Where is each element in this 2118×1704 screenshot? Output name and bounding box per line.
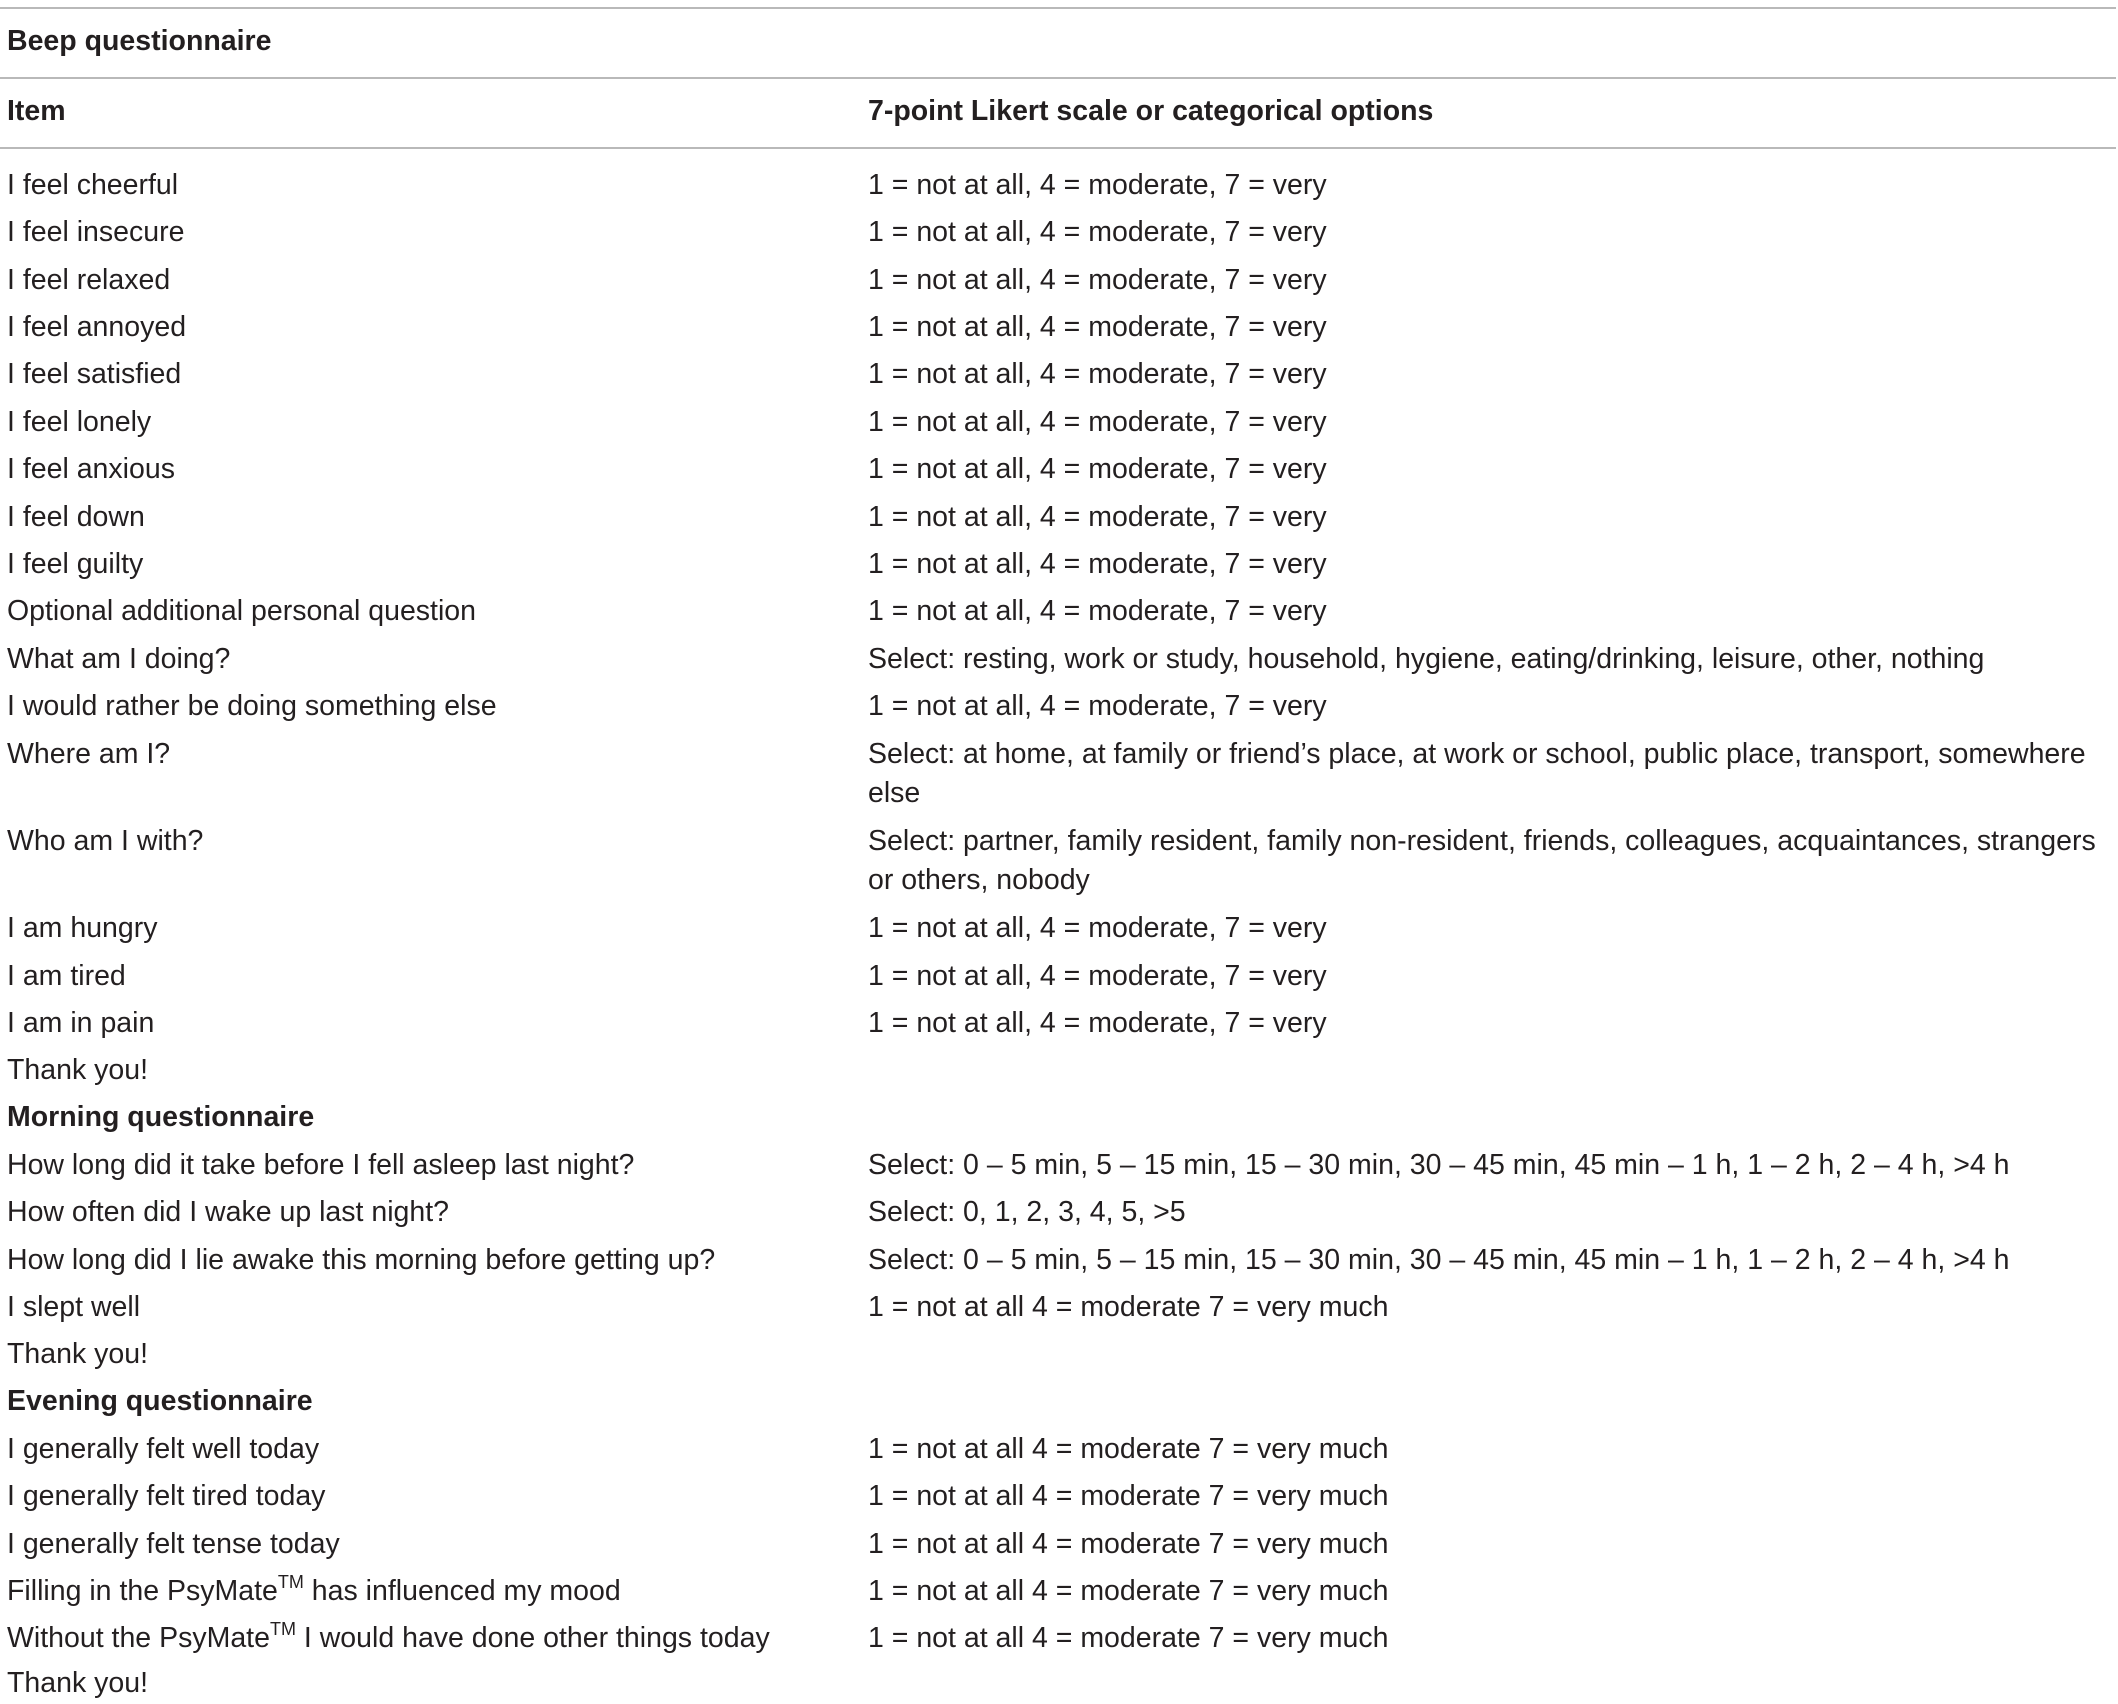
options-cell: 1 = not at all, 4 = moderate, 7 = very <box>868 216 1327 248</box>
item-cell: Thank you! <box>7 1054 148 1086</box>
header-item: Item <box>7 95 66 127</box>
options-cell: 1 = not at all, 4 = moderate, 7 = very <box>868 311 1327 343</box>
options-cell: 1 = not at all, 4 = moderate, 7 = very <box>868 501 1327 533</box>
options-cell: 1 = not at all, 4 = moderate, 7 = very <box>868 690 1327 722</box>
trademark-sup: TM <box>277 1571 304 1592</box>
item-cell: I am tired <box>7 960 126 992</box>
options-cell: 1 = not at all 4 = moderate 7 = very much <box>868 1575 1389 1607</box>
item-text-post: I would have done other things today <box>295 1622 770 1654</box>
top-rule <box>0 7 2116 9</box>
table-title-text: Beep questionnaire <box>7 25 272 57</box>
options-cell: Select: 0 – 5 min, 5 – 15 min, 15 – 30 min, 30 – 45 min, 45 min – 1 h, 1 – 2 h, 2 – 4 h, >4 h <box>868 1244 2010 1276</box>
item-cell <box>7 1619 770 1658</box>
item-cell: I generally felt well today <box>7 1433 320 1465</box>
item-cell: I feel down <box>7 501 145 533</box>
item-cell: I slept well <box>7 1291 141 1323</box>
options-cell: 1 = not at all 4 = moderate 7 = very much <box>868 1480 1389 1512</box>
options-cell: 1 = not at all, 4 = moderate, 7 = very <box>868 169 1327 201</box>
item-cell: I feel anxious <box>7 453 175 485</box>
item-cell: How often did I wake up last night? <box>7 1196 450 1228</box>
item-cell: Who am I with? <box>7 825 204 857</box>
item-cell: I feel relaxed <box>7 264 171 296</box>
item-cell: I feel satisfied <box>7 358 182 390</box>
options-cell: 1 = not at all, 4 = moderate, 7 = very <box>868 453 1327 485</box>
item-cell: I feel guilty <box>7 548 144 580</box>
options-cell: Select: 0, 1, 2, 3, 4, 5, >5 <box>868 1196 1186 1228</box>
item-cell: I generally felt tense today <box>7 1528 340 1560</box>
item-cell: I would rather be doing something else <box>7 690 497 722</box>
item-cell: Thank you! <box>7 1338 148 1370</box>
options-cell: 1 = not at all, 4 = moderate, 7 = very <box>868 548 1327 580</box>
item-cell <box>7 1572 621 1611</box>
item-cell: I feel insecure <box>7 216 185 248</box>
header-options: 7-point Likert scale or categorical options <box>868 95 1434 127</box>
item-text-pre: Filling in the PsyMate <box>7 1575 278 1607</box>
evening-heading: Evening questionnaire <box>7 1385 313 1417</box>
options-cell: 1 = not at all 4 = moderate 7 = very much <box>868 1291 1389 1323</box>
item-text-post: has influenced my mood <box>303 1575 621 1607</box>
item-cell: I generally felt tired today <box>7 1480 326 1512</box>
trademark-sup: TM <box>269 1618 296 1639</box>
item-cell: I am hungry <box>7 912 158 944</box>
item-cell: How long did I lie awake this morning before getting up? <box>7 1244 716 1276</box>
item-cell: I feel cheerful <box>7 169 179 201</box>
item-cell: I feel annoyed <box>7 311 187 343</box>
item-cell: Optional additional personal question <box>7 595 476 627</box>
item-cell: I feel lonely <box>7 406 152 438</box>
item-cell: Where am I? <box>7 738 171 770</box>
options-cell: Select: 0 – 5 min, 5 – 15 min, 15 – 30 min, 30 – 45 min, 45 min – 1 h, 1 – 2 h, 2 – 4 h, >4 h <box>868 1149 2010 1181</box>
options-cell: Select: resting, work or study, household, hygiene, eating/drinking, leisure, other, nothing <box>868 643 1985 675</box>
options-cell: 1 = not at all, 4 = moderate, 7 = very <box>868 1007 1327 1039</box>
options-cell: 1 = not at all 4 = moderate 7 = very much <box>868 1433 1389 1465</box>
options-cell: 1 = not at all, 4 = moderate, 7 = very <box>868 264 1327 296</box>
header-rule <box>0 147 2116 149</box>
item-cell: How long did it take before I fell asleep last night? <box>7 1149 635 1181</box>
options-cell: Select: at home, at family or friend’s place, at work or school, public place, transport, somewhere else <box>868 738 2086 809</box>
item-cell: What am I doing? <box>7 643 231 675</box>
morning-heading: Morning questionnaire <box>7 1101 315 1133</box>
item-text-pre: Without the PsyMate <box>7 1622 270 1654</box>
options-cell: 1 = not at all, 4 = moderate, 7 = very <box>868 960 1327 992</box>
item-cell: I am in pain <box>7 1007 155 1039</box>
options-cell: 1 = not at all, 4 = moderate, 7 = very <box>868 595 1327 627</box>
options-cell: 1 = not at all, 4 = moderate, 7 = very <box>868 912 1327 944</box>
options-cell: 1 = not at all 4 = moderate 7 = very much <box>868 1528 1389 1560</box>
options-cell: 1 = not at all 4 = moderate 7 = very much <box>868 1622 1389 1654</box>
options-cell: 1 = not at all, 4 = moderate, 7 = very <box>868 358 1327 390</box>
options-cell: Select: partner, family resident, family non-resident, friends, colleagues, acquaintances, strangers or others, nobody <box>868 825 2096 896</box>
title-rule <box>0 77 2116 79</box>
item-cell: Thank you! <box>7 1667 148 1699</box>
options-cell: 1 = not at all, 4 = moderate, 7 = very <box>868 406 1327 438</box>
